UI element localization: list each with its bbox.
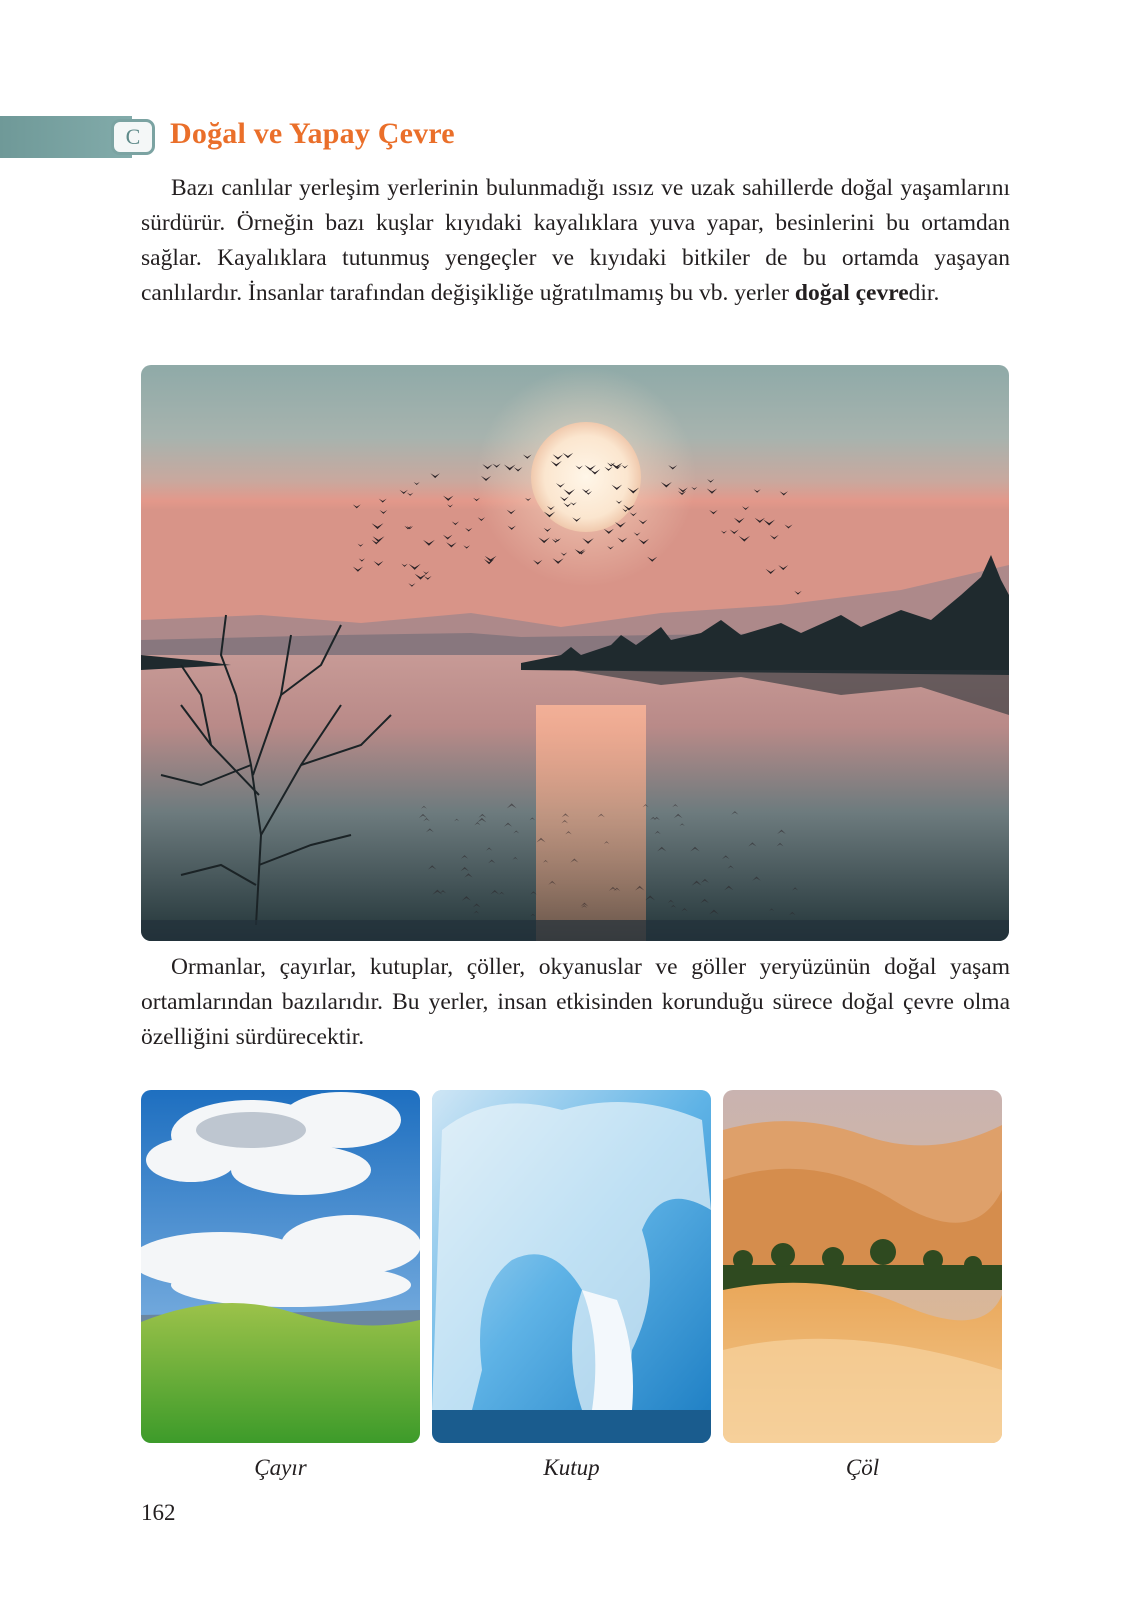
section-title: Doğal ve Yapay Çevre	[170, 117, 455, 150]
desert-photo	[723, 1090, 1002, 1443]
paragraph-natural-environment	[141, 171, 1010, 311]
caption-polar: Kutup	[543, 1455, 600, 1480]
section-letter-badge: C	[111, 119, 155, 155]
meadow-photo	[141, 1090, 420, 1443]
keyword-natural-environment: doğal çevre	[794, 280, 909, 306]
caption-meadow: Çayır	[254, 1455, 307, 1480]
paragraph-natural-habitats	[141, 950, 1010, 1055]
caption-desert: Çöl	[845, 1455, 880, 1480]
paragraph2-text: Ormanlar, çayırlar, kutuplar, çöller, okyanuslar ve göller yeryüzünün doğal yaşam ortamlarından bazılarıdır. Bu yerler, insan etkisinden korunduğu sürece doğal çevre olma özelliğini sürdürecektir.	[141, 954, 1010, 1050]
paragraph1-suffix: dir.	[908, 280, 940, 306]
lake-sunset-photo	[141, 365, 1009, 941]
paragraph1-text: Bazı canlılar yerleşim yerlerinin bulunmadığı ıssız ve uzak sahillerde doğal yaşamlarını sürdürür. Örneğin bazı kuşlar kıyıdaki kayalıklara yuva yapar, besinlerini bu ortamdan sağlar. Kayalıklara tutunmuş yengeçler ve kıyıdaki bitkiler de bu ortamda yaşayan canlılardır. İnsanlar tarafından değişikliğe uğratılmamış bu vb. yerler	[141, 175, 1010, 306]
page-number: 162	[141, 1500, 176, 1525]
polar-ice-photo	[432, 1090, 711, 1443]
